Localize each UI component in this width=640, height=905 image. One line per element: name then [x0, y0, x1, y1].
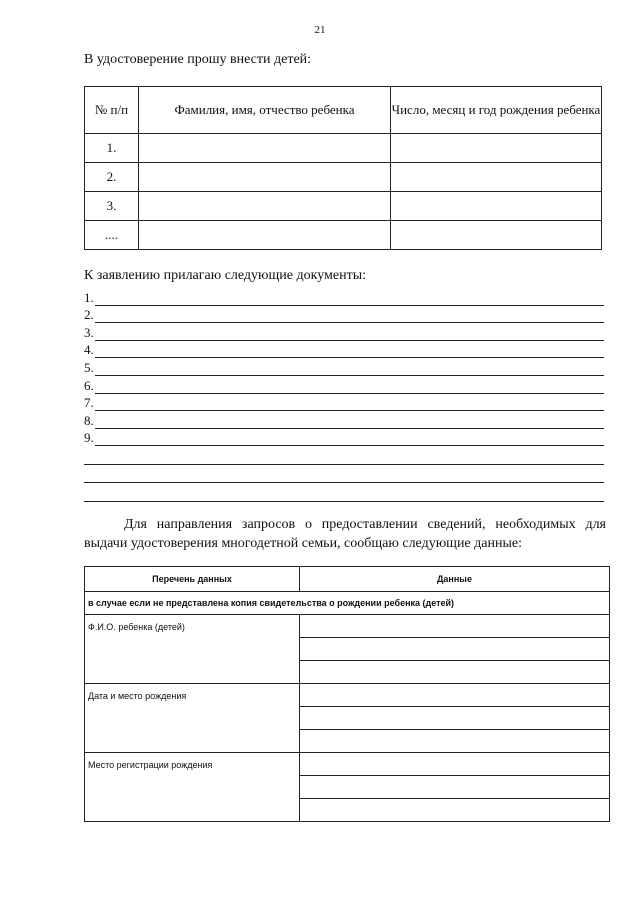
list-item[interactable]	[84, 429, 604, 447]
fill-line	[95, 328, 604, 341]
field-label-birth-date-place: Дата и место рождения	[85, 684, 300, 753]
item-number: 1.	[84, 289, 94, 305]
item-number: 9.	[84, 430, 94, 446]
data-cell[interactable]	[300, 730, 610, 753]
field-label-birth-registration: Место регистрации рождения	[85, 753, 300, 822]
data-cell[interactable]	[300, 638, 610, 661]
children-intro: В удостоверение прошу внести детей:	[84, 52, 312, 67]
table-row	[85, 134, 602, 163]
list-item[interactable]	[84, 394, 604, 412]
fill-line	[95, 345, 604, 358]
data-cell[interactable]	[300, 753, 610, 776]
data-cell[interactable]	[300, 684, 610, 707]
header-data-list: Перечень данных	[85, 567, 300, 592]
header-full-name: Фамилия, имя, отчество ребенка	[139, 87, 391, 134]
blank-line[interactable]	[84, 465, 604, 484]
table-row	[85, 163, 602, 192]
child-birth-cell[interactable]	[391, 221, 602, 250]
header-data: Данные	[300, 567, 610, 592]
fill-line	[95, 398, 604, 411]
blank-line[interactable]	[84, 483, 604, 502]
fill-line	[95, 433, 604, 446]
data-cell[interactable]	[300, 661, 610, 684]
list-item[interactable]	[84, 306, 604, 324]
list-item[interactable]	[84, 341, 604, 359]
children-table-header	[85, 87, 602, 134]
children-table	[84, 86, 602, 250]
table-row	[85, 221, 602, 250]
item-number: 3.	[84, 324, 94, 340]
fill-line	[95, 363, 604, 376]
child-birth-cell[interactable]	[391, 163, 602, 192]
item-number: 5.	[84, 359, 94, 375]
list-item[interactable]	[84, 358, 604, 376]
item-number: 7.	[84, 395, 94, 411]
blank-lines	[84, 446, 604, 502]
data-cell[interactable]	[300, 707, 610, 730]
data-table	[84, 566, 610, 822]
table-row	[85, 753, 610, 776]
child-name-cell[interactable]	[139, 221, 391, 250]
row-number: 1.	[85, 134, 139, 163]
attachments-label: К заявлению прилагаю следующие документы:	[84, 268, 367, 283]
row-number: 2.	[85, 163, 139, 192]
request-paragraph: Для направления запросов о предоставлении сведений, необходимых для выдачи удостоверения многодетной семьи, сообщаю следующие данные:	[84, 517, 606, 551]
row-number: ....	[85, 221, 139, 250]
list-item[interactable]	[84, 411, 604, 429]
child-name-cell[interactable]	[139, 163, 391, 192]
header-birth-date: Число, месяц и год рождения ребенка	[391, 87, 602, 134]
list-item[interactable]	[84, 323, 604, 341]
fill-line	[95, 381, 604, 394]
fill-line	[95, 310, 604, 323]
child-birth-cell[interactable]	[391, 192, 602, 221]
fill-line	[95, 293, 604, 306]
table-row	[85, 615, 610, 638]
field-label-child-name: Ф.И.О. ребенка (детей)	[85, 615, 300, 684]
table-row	[85, 192, 602, 221]
item-number: 8.	[84, 412, 94, 428]
child-birth-cell[interactable]	[391, 134, 602, 163]
item-number: 4.	[84, 342, 94, 358]
data-cell[interactable]	[300, 776, 610, 799]
blank-line[interactable]	[84, 446, 604, 465]
attachments-list	[84, 288, 604, 446]
data-cell[interactable]	[300, 799, 610, 822]
data-table-header	[85, 567, 610, 592]
table-row	[85, 684, 610, 707]
list-item[interactable]	[84, 288, 604, 306]
data-cell[interactable]	[300, 615, 610, 638]
item-number: 2.	[84, 307, 94, 323]
section-row	[85, 592, 610, 615]
page-number: 21	[314, 24, 326, 36]
child-name-cell[interactable]	[139, 192, 391, 221]
item-number: 6.	[84, 377, 94, 393]
fill-line	[95, 416, 604, 429]
child-name-cell[interactable]	[139, 134, 391, 163]
section-title: в случае если не представлена копия свидетельства о рождении ребенка (детей)	[85, 592, 610, 615]
list-item[interactable]	[84, 376, 604, 394]
header-number: № п/п	[85, 87, 139, 134]
row-number: 3.	[85, 192, 139, 221]
